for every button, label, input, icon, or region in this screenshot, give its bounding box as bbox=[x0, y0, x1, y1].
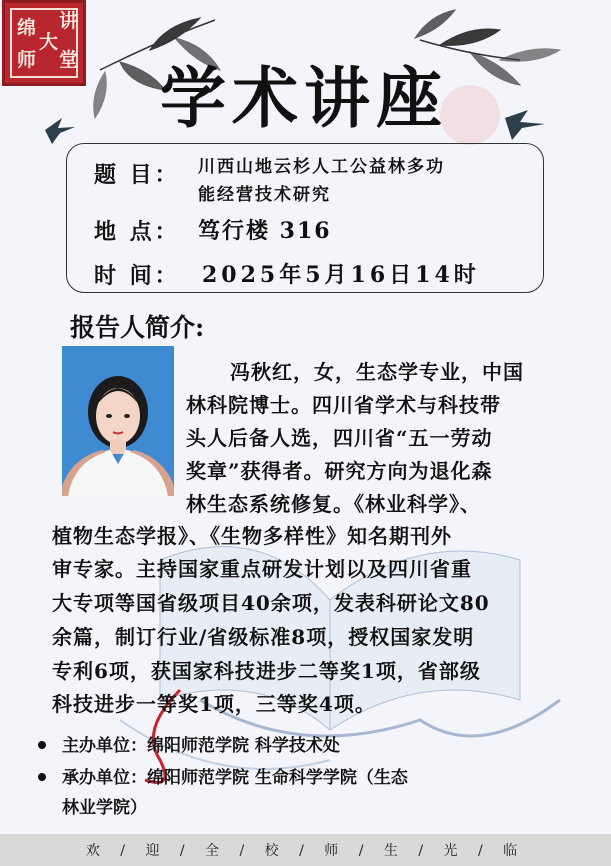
speaker-photo bbox=[62, 346, 174, 496]
seal-char: 堂 bbox=[59, 49, 79, 71]
seal-char: 师 bbox=[17, 49, 37, 71]
bullet-dot bbox=[38, 773, 46, 781]
swallow-right-icon bbox=[505, 110, 545, 140]
time-value: 2025年5月16日14时 bbox=[202, 262, 480, 288]
topic-line-2: 能经营技术研究 bbox=[198, 185, 331, 205]
seal-char: 绵 bbox=[17, 17, 37, 39]
organizer-line: 主办单位：绵阳师范学院 科学技术处 bbox=[62, 736, 340, 756]
bio-line: 奖章”获得者。研究方向为退化森 bbox=[186, 459, 493, 483]
seal-stamp bbox=[2, 0, 86, 86]
page-title: 学术讲座 bbox=[160, 59, 448, 137]
bio-line: 头人后备人选，四川省“五一劳动 bbox=[186, 426, 493, 450]
co-organizer-line-2: 林业学院） bbox=[62, 798, 147, 818]
topic-label: 题 目： bbox=[94, 162, 180, 188]
bio-line: 林生态系统修复。《林业科学》、 bbox=[186, 492, 481, 516]
speaker-heading: 报告人简介: bbox=[70, 313, 205, 342]
bullet-dot bbox=[38, 741, 46, 749]
place-label: 地 点： bbox=[94, 219, 180, 245]
place-value: 笃行楼 316 bbox=[198, 218, 332, 244]
bio-line: 林科院博士。四川省学术与科技带 bbox=[186, 393, 501, 417]
topic-line-1: 川西山地云杉人工公益林多功 bbox=[198, 157, 445, 177]
seal-char: 大 bbox=[39, 31, 59, 53]
swallow-left-icon bbox=[45, 118, 75, 144]
bio-line: 审专家。主持国家重点研发计划以及四川省重 bbox=[52, 557, 472, 581]
time-label: 时 间： bbox=[94, 263, 180, 289]
bio-line: 余篇，制订行业/省级标准8项，授权国家发明 bbox=[52, 625, 475, 649]
bio-line: 专利6项，获国家科技进步二等奖1项，省部级 bbox=[52, 659, 481, 683]
seal-char: 讲 bbox=[59, 10, 79, 32]
bio-line: 大专项等国省级项目40余项，发表科研论文80 bbox=[52, 591, 490, 615]
co-organizer-line-1: 承办单位：绵阳师范学院 生命科学学院（生态 bbox=[62, 768, 408, 788]
footer-banner: 欢 / 迎 / 全 / 校 / 师 / 生 / 光 / 临 bbox=[0, 834, 611, 866]
bio-line: 冯秋红，女，生态学专业，中国 bbox=[230, 360, 524, 384]
bio-line: 科技进步一等奖1项，三等奖4项。 bbox=[52, 692, 376, 716]
bio-line: 植物生态学报》、《生物多样性》知名期刊外 bbox=[52, 524, 452, 548]
